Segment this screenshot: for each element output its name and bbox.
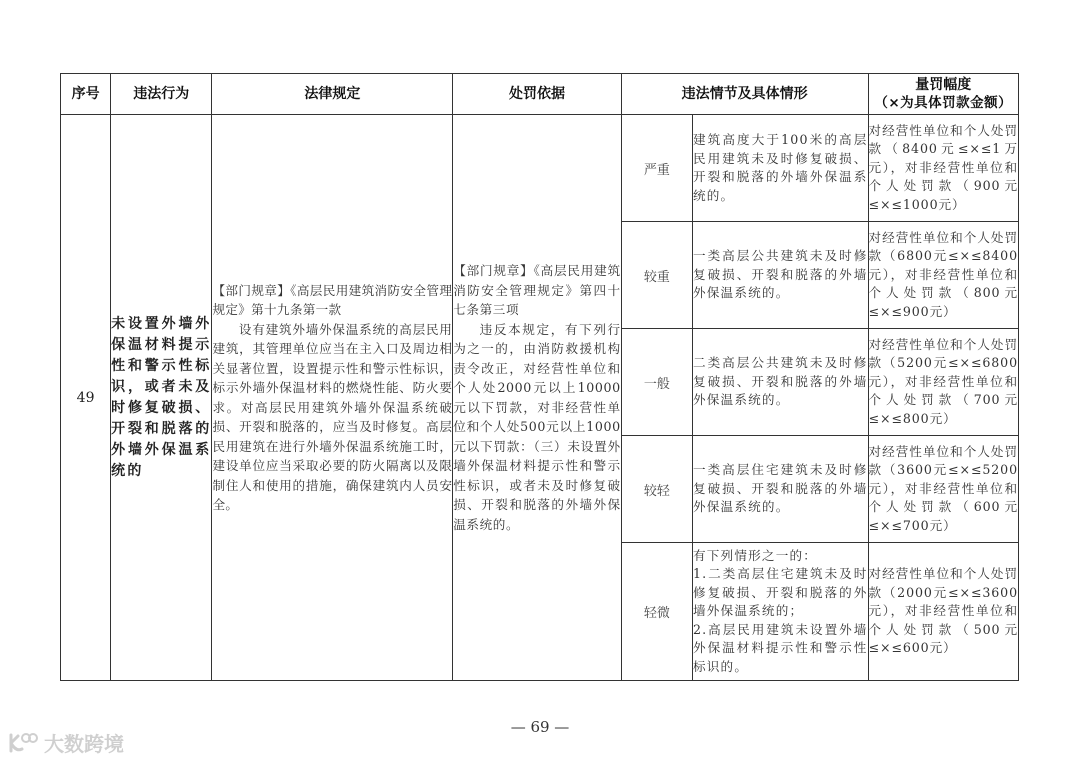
detail-minor-intro: 有下列情形之一的： [692,547,818,563]
row-number: 49 [61,115,111,681]
detail-minor-item-1: 1.二类高层住宅建筑未及时修复破损、开裂和脱落的外墙外保温系统的； [692,566,868,619]
penalty-basis-title: 【部门规章】《高层民用建筑消防安全管理规定》第四十七条第三项 [453,263,621,317]
header-range-subtitle: （×为具体罚款金额） [874,95,1013,111]
range-serious: 对经营性单位和个人处罚款（6800元≤×≤8400元），对非经营性单位和个人处罚款（800元≤×≤900元） [868,222,1019,329]
watermark-text: 大数跨境 [44,732,124,756]
watermark-logo-icon [8,732,38,754]
range-lighter: 对经营性单位和个人处罚款（3600元≤×≤5200元），对非经营性单位和个人处罚款（600元≤×≤700元） [868,436,1019,543]
table-header-row [61,74,1019,115]
header-circumstances: 违法情节及具体情形 [621,74,868,115]
header-basis: 处罚依据 [453,74,622,115]
watermark [8,728,124,757]
detail-serious: 一类高层公共建筑未及时修复破损、开裂和脱落的外墙外保温系统的。 [692,222,868,329]
table-row [61,115,1019,222]
header-act: 违法行为 [111,74,212,115]
range-minor: 对经营性单位和个人处罚款（2000元≤×≤3600元），对非经营性单位和个人处罚款（500元≤×≤600元） [868,543,1019,681]
level-lighter: 较轻 [621,436,692,543]
detail-lighter: 一类高层住宅建筑未及时修复破损、开裂和脱落的外墙外保温系统的。 [692,436,868,543]
legal-provision [212,115,453,681]
level-serious: 较重 [621,222,692,329]
detail-severe: 建筑高度大于100米的高层民用建筑未及时修复破损、开裂和脱落的外墙外保温系统的。 [692,115,868,222]
level-general: 一般 [621,329,692,436]
penalty-table [60,73,1019,681]
page-number: — 69 — [510,718,570,736]
legal-provision-body: 设有建筑外墙外保温系统的高层民用建筑，其管理单位应当在主入口及周边相关显著位置，设置提示性和警示性标识，标示外墙外保温材料的燃烧性能、防火要求。对高层民用建筑外墙外保温系统破损、开裂和脱落的，应当及时修复。高层民用建筑在进行外墙外保温系统施工时，建设单位应当采取必要的防火隔离以及限制住人和使用的措施，确保建筑内人员安全。 [212,321,453,512]
range-general: 对经营性单位和个人处罚款（5200元≤×≤6800元），对非经营性单位和个人处罚款（700元≤×≤800元） [868,329,1019,436]
header-range [868,74,1019,115]
header-law: 法律规定 [212,74,453,115]
header-no: 序号 [61,74,111,115]
range-severe: 对经营性单位和个人处罚款（8400元≤×≤1万元），对非经营性单位和个人处罚款（900元≤×≤1000元） [868,115,1019,222]
level-severe: 严重 [621,115,692,222]
level-minor: 轻微 [621,543,692,681]
legal-provision-title: 【部门规章】《高层民用建筑消防安全管理规定》第十九条第一款 [212,282,453,317]
detail-general: 二类高层公共建筑未及时修复破损、开裂和脱落的外墙外保温系统的。 [692,329,868,436]
penalty-basis-body: 违反本规定，有下列行为之一的，由消防救援机构责令改正，对经营性单位和个人处2000元以上10000元以下罚款，对非经营性单位和个人处500元以上1000元以下罚款：（三）未设置外墙外保温材料提示性和警示性标识，或者未及时修复破损、开裂和脱落的外墙外保温系统的。 [453,321,621,532]
violation-act: 未设置外墙外保温材料提示性和警示性标识，或者未及时修复破损、开裂和脱落的外墙外保温系统的 [111,115,212,681]
detail-minor-item-2: 2.高层民用建筑未设置外墙外保温材料提示性和警示性标识的。 [692,621,868,674]
header-range-title: 量罚幅度 [915,77,972,93]
detail-minor [692,543,868,681]
penalty-basis [453,115,622,681]
